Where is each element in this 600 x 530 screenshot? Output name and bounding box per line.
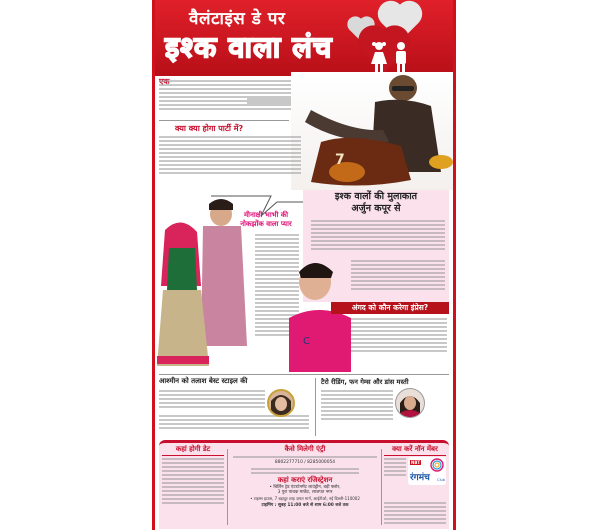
column-divider [315,378,316,436]
footer-entry-column [231,445,379,509]
nbt-rangmanch-logo [408,457,446,485]
party-article-text [159,134,301,176]
angad-actor-photo [289,258,351,372]
entry-text-lines [233,456,377,458]
registration-heading: कहां कराएं रजिस्ट्रेशन [277,475,333,484]
registration-address-3: • टाइम्स हाउस, 7 बहादुर शाह ज़फर मार्ग, आईटीओ, नई दिल्ली-110002 [250,495,360,501]
arjun-article-text [311,218,445,252]
tarot-heading: टैरो रीडिंग, फन गेम्स और डांस मस्ती [321,378,409,386]
arjun-heading [303,191,449,215]
section-divider [159,374,449,375]
meenakshi-heading-line2: नोकझोंक वाला प्यार [240,220,292,228]
aashmeen-heading: आश्मीन को तलाश बेस्ट स्टाइल की [159,377,248,385]
arjun-article-text-2 [351,258,445,292]
svg-text:C: C [303,336,310,347]
page-banner [155,0,453,76]
arjun-kapoor-bike-photo [291,72,453,190]
banner-kicker: वैलंटाइंस डे पर [189,9,286,29]
member-text-lines [384,458,406,476]
logo-rangmanch: रंगमंच [410,473,430,483]
footer-member-column [384,445,446,526]
logo-nbt: NBT [411,460,421,465]
entry-phones: 8802277710 / 8285000054 [274,460,336,465]
tarot-reader-portrait [395,388,425,418]
meenakshi-heading-line1: मीनाक्षी भाभी की [243,211,289,219]
registration-address-2: 3 पुरा पाथक मार्केट, लाजपत नगर [277,490,333,496]
entry-heading: कैसे मिलेगी एंट्री [284,445,326,453]
member-heading: क्या करें नॉन मेंबर [392,445,438,453]
when-heading: कहां होगी डेट [175,445,211,453]
party-heading: क्या क्या होगा पार्टी में? [175,124,244,133]
registration-timing: टाइमिंग : सुबह 11:00 बजे से शाम 6:00 बजे तक [261,503,349,509]
intro-article [159,78,309,112]
angad-heading: अंगद को कौन करेगा इंप्रेस? [331,302,449,314]
column-divider [227,449,228,525]
footer-when-column [162,445,224,506]
newspaper-page [152,0,456,530]
angad-article-text [351,316,447,354]
footer-info-panel [159,440,449,529]
entry-phone-2[interactable]: 8285000054 [307,460,336,465]
registration-address-1: • बिर्लिन ट्रेड एंटरटेनमेंट लाउंड्रीन, बड़ी फ्लोर, [269,484,341,490]
tarot-article-text [321,388,393,422]
rangmanch-logo-icon [430,458,444,472]
entry-phone-1[interactable]: 8802277710 [274,460,303,465]
aashmeen-article-text [159,388,265,410]
when-text-lines [162,458,224,504]
arjun-heading-line1: इश्क वालों की मुलाकात [334,191,418,202]
column-divider [381,449,382,525]
logo-club: Club [437,478,445,482]
meenakshi-heading [231,211,301,229]
svg-text:7: 7 [335,152,345,168]
section-divider [159,120,289,121]
couple-kids-icon [365,40,415,74]
aashmeen-portrait [267,389,295,417]
entry-text-lines-2 [251,468,359,474]
member-text-lines-2 [384,502,446,524]
arjun-heading-line2: अर्जुन कपूर से [351,203,401,214]
banner-title: इश्क वाला लंच [165,30,333,64]
